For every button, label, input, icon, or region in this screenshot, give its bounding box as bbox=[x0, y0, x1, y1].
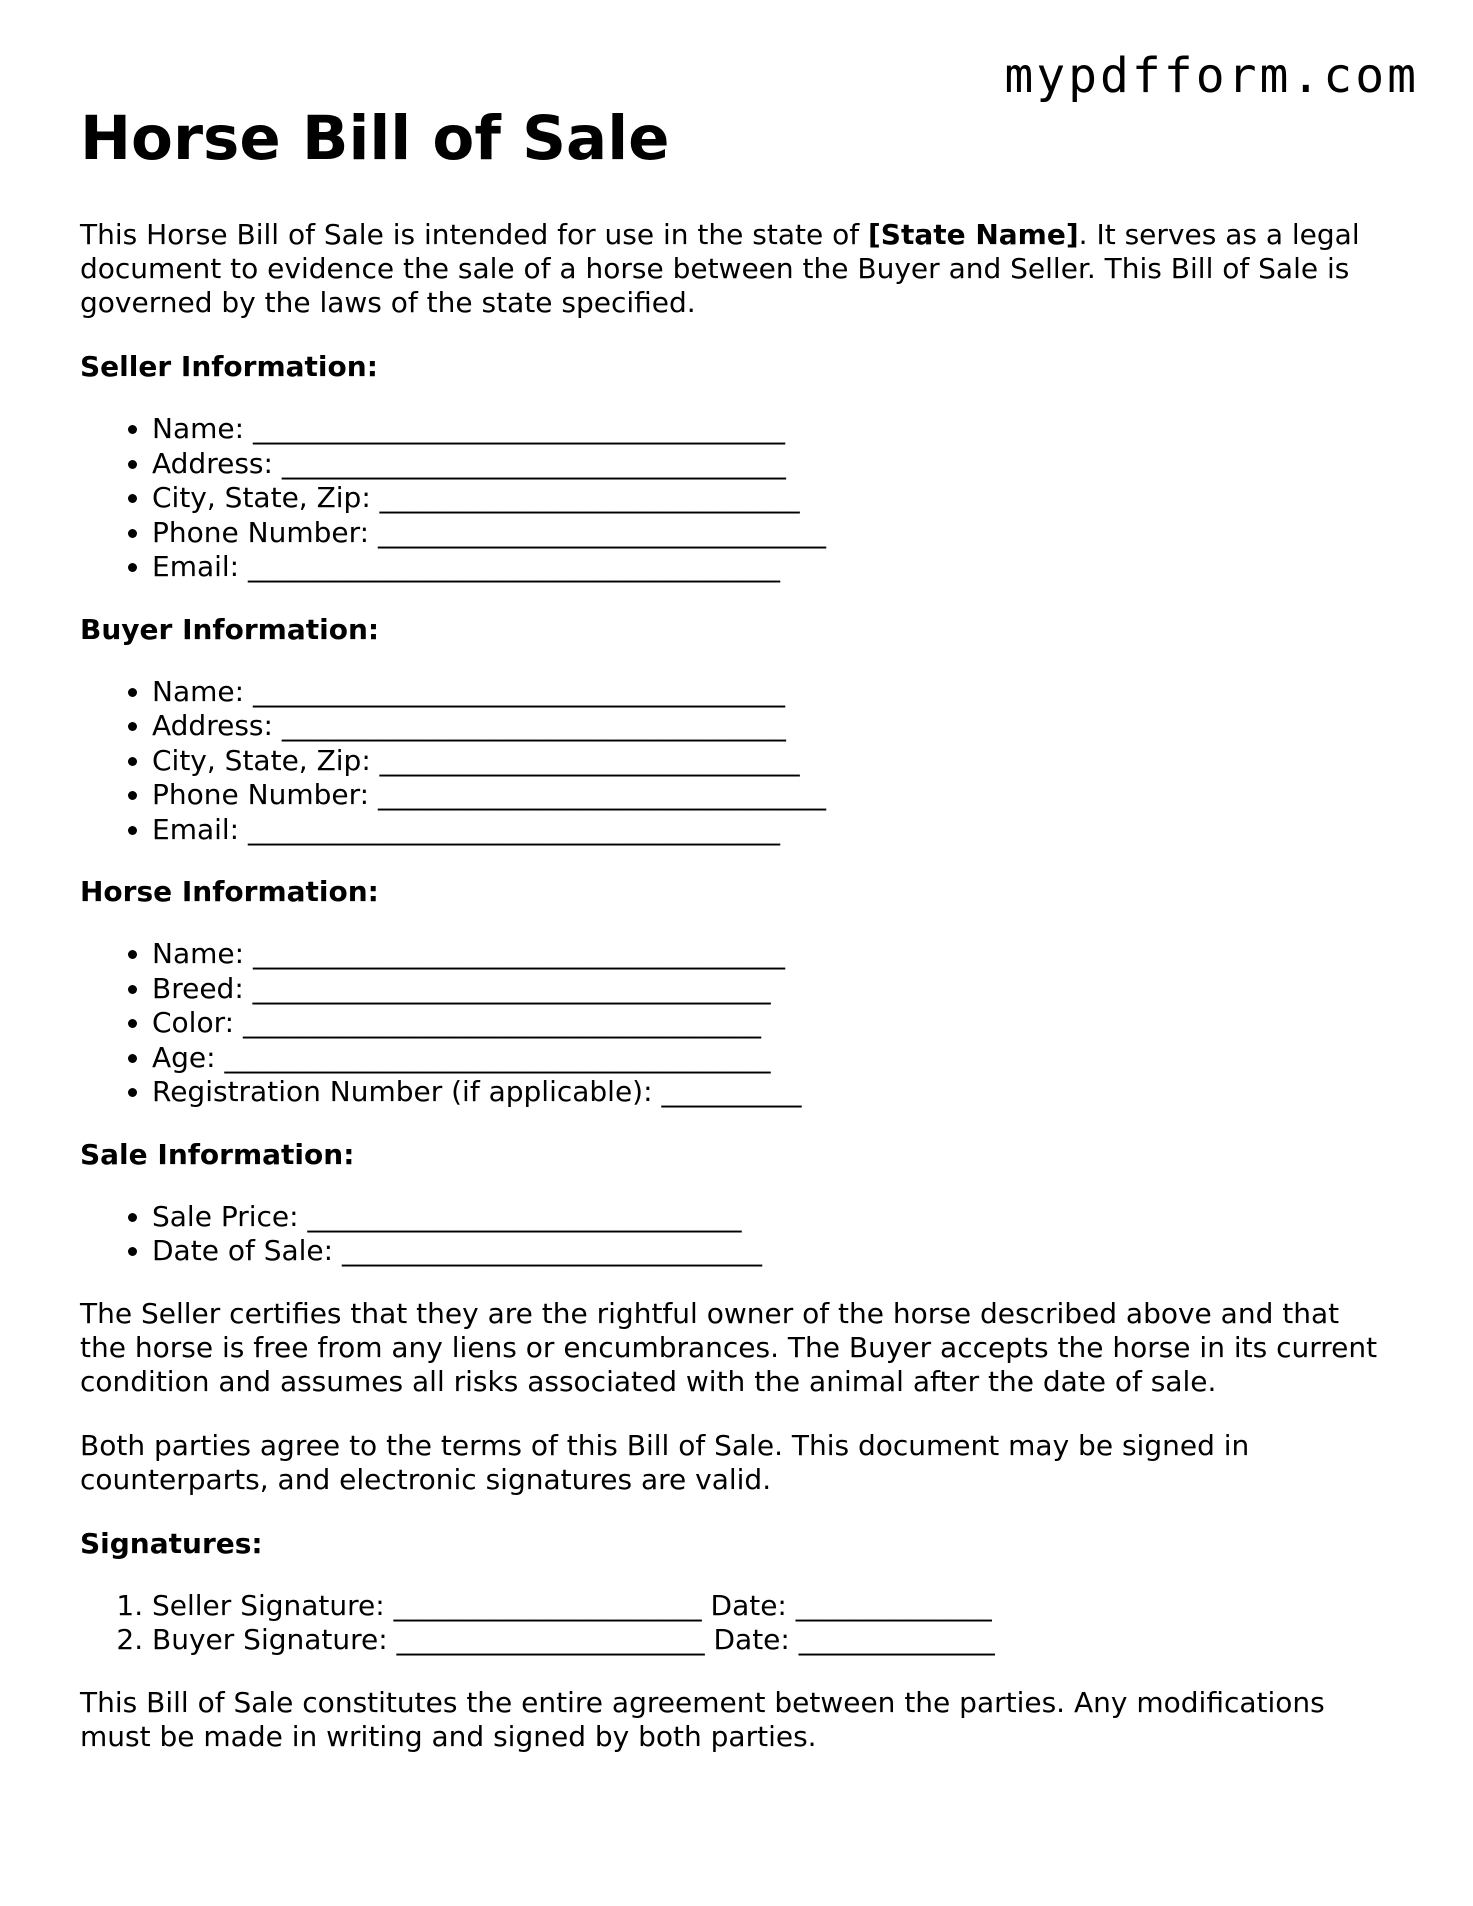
horse-color-field[interactable]: • Color: _____________________________________ bbox=[152, 1006, 1390, 1041]
sale-price-field[interactable]: • Sale Price: _______________________________ bbox=[152, 1200, 1390, 1235]
horse-breed-field[interactable]: • Breed: _____________________________________ bbox=[152, 972, 1390, 1007]
horse-age-field[interactable]: • Age: _______________________________________ bbox=[152, 1041, 1390, 1076]
horse-name-field[interactable]: • Name: ______________________________________ bbox=[152, 937, 1390, 972]
seller-section-heading: Seller Information: bbox=[80, 350, 378, 383]
signatures-section-heading: Signatures: bbox=[80, 1526, 263, 1560]
seller-address-field[interactable]: • Address: ____________________________________ bbox=[152, 447, 1390, 482]
closing-paragraph: This Bill of Sale constitutes the entire agreement between the parties. Any modifications must be made in writing and signed by both parties. bbox=[80, 1685, 1325, 1753]
seller-phone-field[interactable]: • Phone Number: ________________________________ bbox=[152, 516, 1390, 551]
seller-signature-line[interactable]: 1. Seller Signature: ______________________ Date: ______________ bbox=[152, 1589, 1390, 1624]
buyer-phone-field[interactable]: • Phone Number: ________________________________ bbox=[152, 778, 1390, 813]
buyer-email-field[interactable]: • Email: ______________________________________ bbox=[152, 813, 1390, 848]
intro-text-start: This Horse Bill of Sale is intended for use in the state of bbox=[80, 218, 868, 251]
agreement-paragraph: Both parties agree to the terms of this Bill of Sale. This document may be signed in counterparts, and electronic signatures are valid. bbox=[80, 1428, 1250, 1496]
certification-paragraph: The Seller certifies that they are the rightful owner of the horse described above and that the horse is free from any liens or encumbrances. The Buyer accepts the horse in its current condition and assumes all risks associated with the animal after the date of sale. bbox=[80, 1296, 1378, 1398]
buyer-signature-line[interactable]: 2. Buyer Signature: ______________________ Date: ______________ bbox=[152, 1623, 1390, 1658]
document-page bbox=[80, 104, 1390, 1754]
intro-text-end: . It serves as a legal document to evidence the sale of a horse between the Buyer and Seller. This Bill of Sale is governed by the laws of the state specified. bbox=[80, 218, 1360, 319]
buyer-name-field[interactable]: • Name: ______________________________________ bbox=[152, 675, 1390, 710]
state-name-placeholder: [State Name] bbox=[867, 218, 1079, 251]
intro-paragraph bbox=[80, 218, 1390, 320]
seller-city-state-zip-field[interactable]: • City, State, Zip: ______________________________ bbox=[152, 481, 1390, 516]
buyer-field-list bbox=[80, 675, 1390, 848]
sale-date-field[interactable]: • Date of Sale: ______________________________ bbox=[152, 1234, 1390, 1269]
sale-field-list bbox=[80, 1200, 1390, 1269]
document-title: Horse Bill of Sale bbox=[80, 103, 670, 174]
signature-list bbox=[80, 1589, 1390, 1658]
horse-section-heading: Horse Information: bbox=[80, 875, 379, 908]
site-watermark: mypdfform.com bbox=[1004, 48, 1419, 104]
horse-registration-field[interactable]: • Registration Number (if applicable): __________ bbox=[152, 1075, 1390, 1110]
seller-field-list bbox=[80, 412, 1390, 585]
horse-field-list bbox=[80, 937, 1390, 1110]
sale-section-heading: Sale Information: bbox=[80, 1137, 355, 1171]
seller-name-field[interactable]: • Name: ______________________________________ bbox=[152, 412, 1390, 447]
buyer-city-state-zip-field[interactable]: • City, State, Zip: ______________________________ bbox=[152, 744, 1390, 779]
buyer-section-heading: Buyer Information: bbox=[80, 612, 380, 646]
buyer-address-field[interactable]: • Address: ____________________________________ bbox=[152, 709, 1390, 744]
seller-email-field[interactable]: • Email: ______________________________________ bbox=[152, 550, 1390, 585]
